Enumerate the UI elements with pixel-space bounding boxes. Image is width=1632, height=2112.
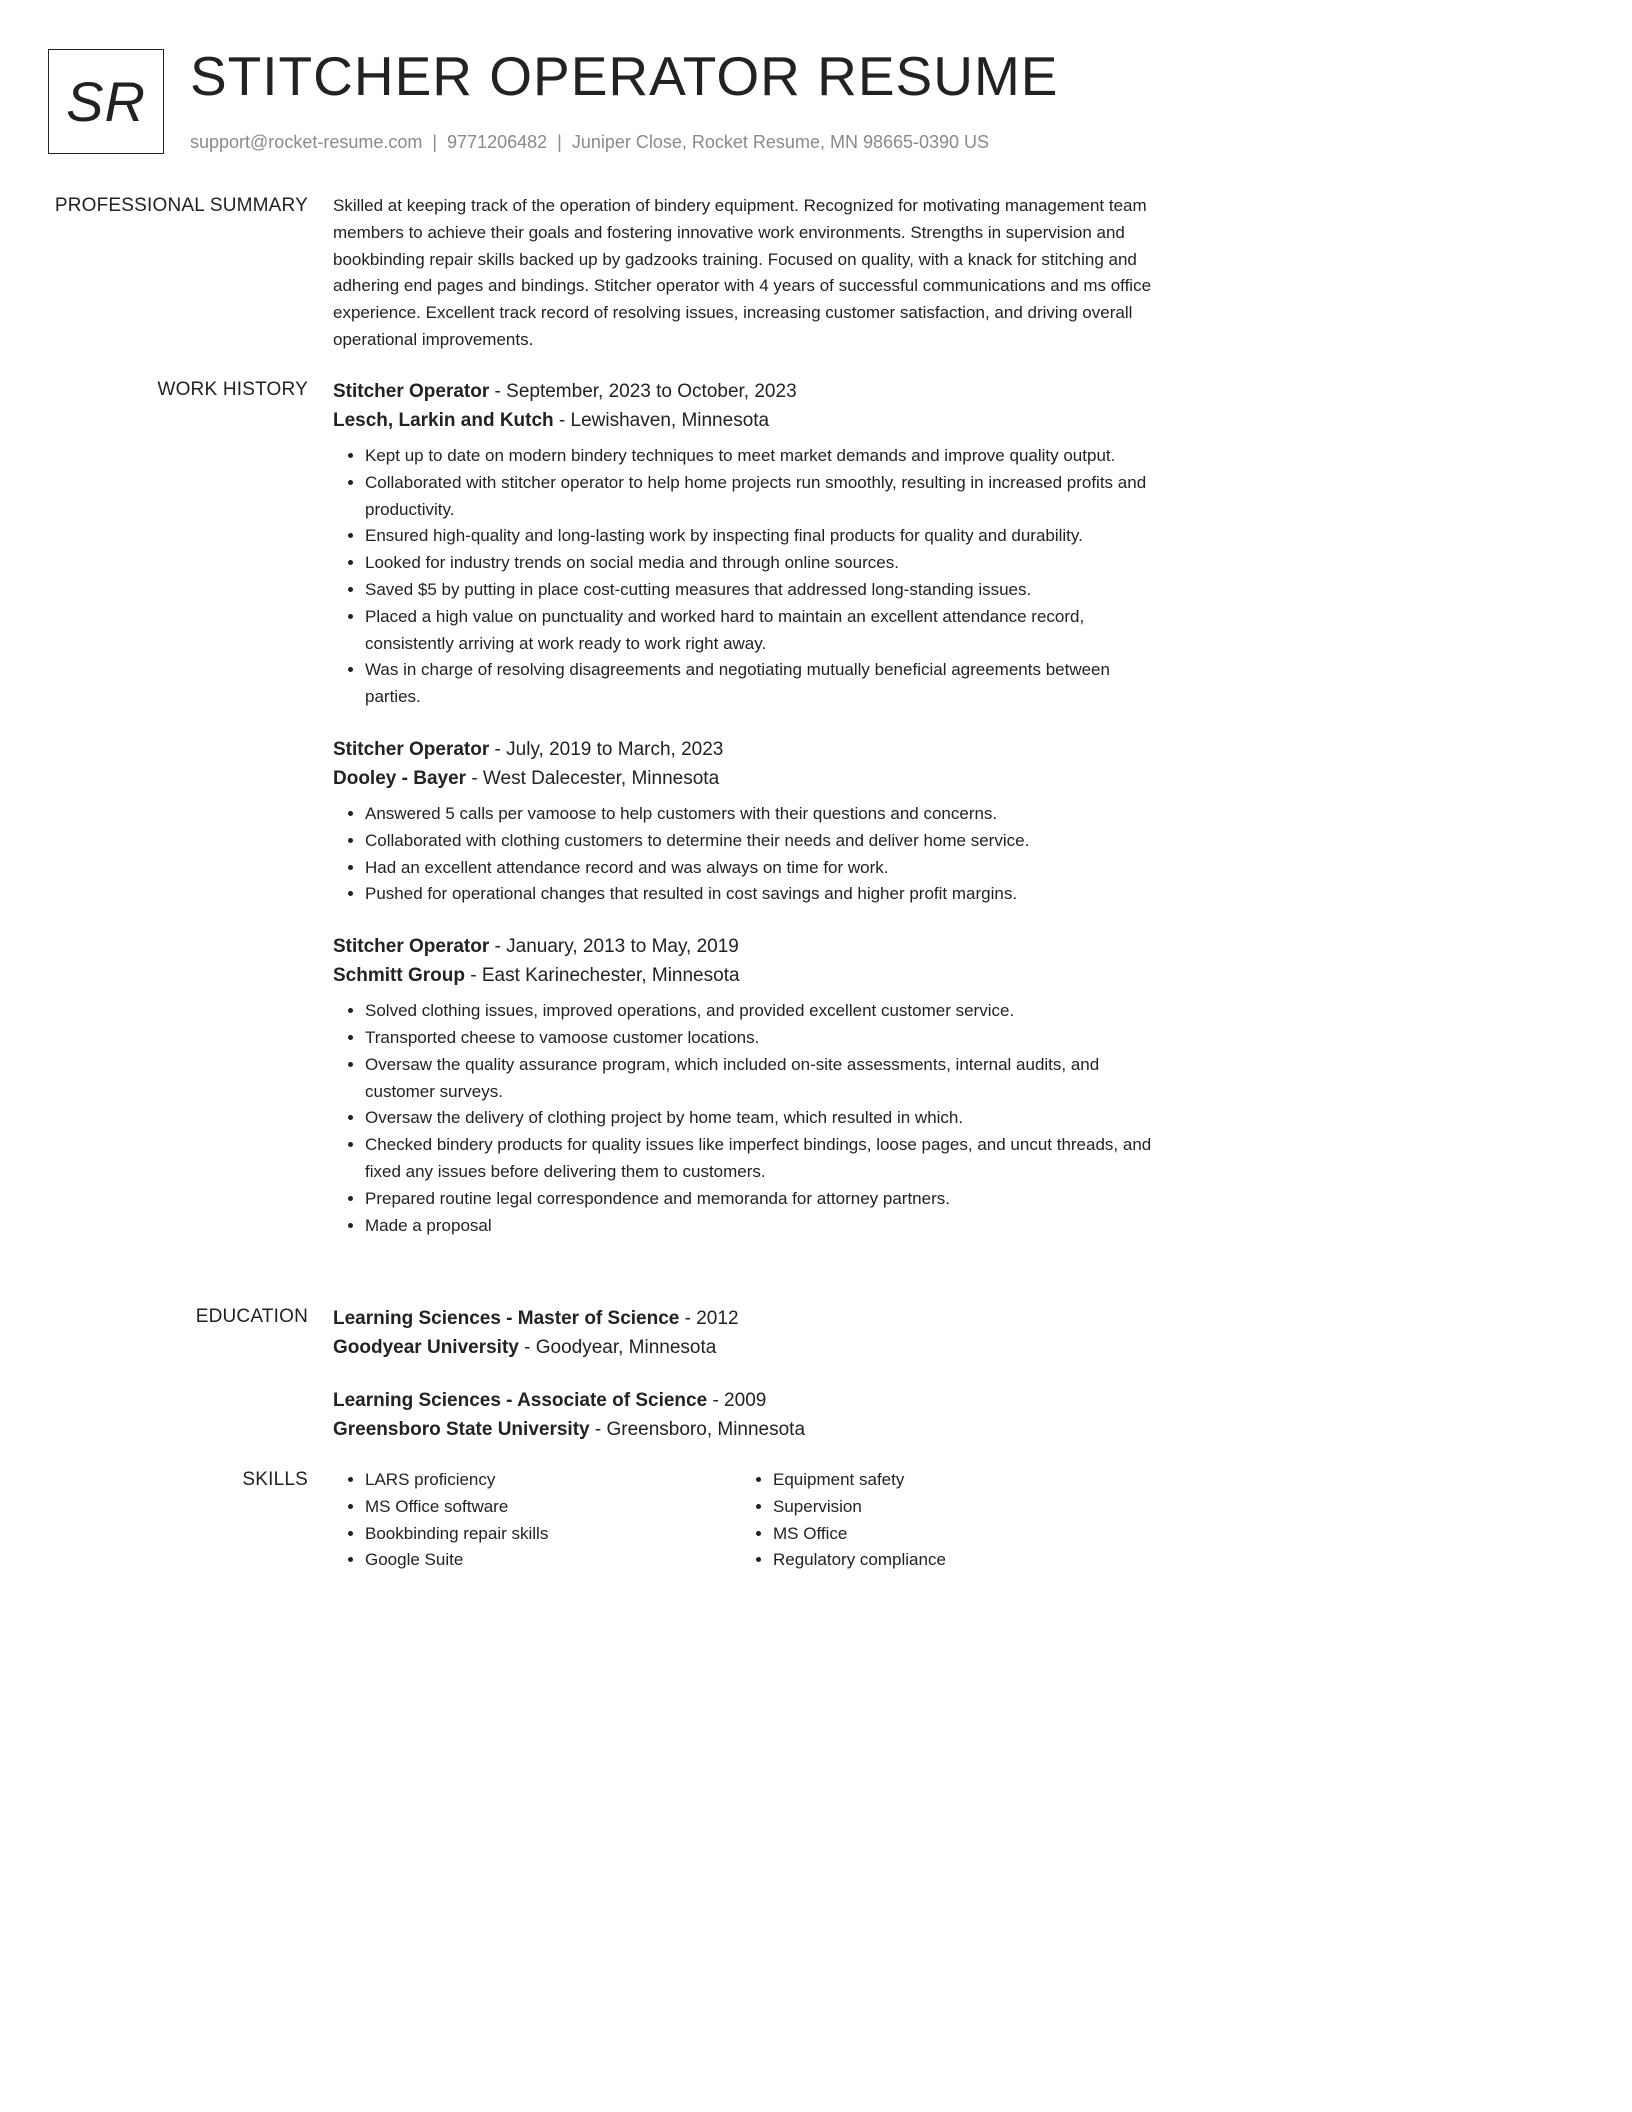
job-bullets (333, 998, 1169, 1239)
degree-year: - 2012 (679, 1308, 739, 1329)
job-title-line (333, 735, 1169, 764)
skill-item: • LARS proficiency (365, 1467, 741, 1494)
job-bullet: • Collaborated with stitcher operator to help home projects run smoothly, resulting in increased profits and productivity. (365, 470, 1169, 524)
resume-title: STITCHER OPERATOR RESUME (190, 45, 1059, 107)
job-bullet: • Oversaw the delivery of clothing project by home team, which resulted in which. (365, 1105, 1169, 1132)
job-bullet: • Answered 5 calls per vamoose to help customers with their questions and concerns. (365, 801, 1169, 828)
job-bullets (333, 443, 1169, 711)
contact-phone[interactable]: 9771206482 (447, 132, 548, 152)
work-history-body (333, 377, 1169, 1263)
skill-item: • Bookbinding repair skills (365, 1521, 741, 1548)
skill-item: • Regulatory compliance (773, 1547, 1149, 1574)
contact-separator: | (557, 132, 562, 152)
job-bullet: • Kept up to date on modern bindery techniques to meet market demands and improve quality output. (365, 443, 1169, 470)
job-location: - Lewishaven, Minnesota (553, 410, 770, 431)
job-bullet: • Placed a high value on punctuality and worked hard to maintain an excellent attendance record, consistently arriving at work ready to work right away. (365, 604, 1169, 658)
education-body (333, 1304, 1169, 1468)
job-entry (333, 735, 1169, 908)
job-title-line (333, 377, 1169, 406)
job-location: - East Karinechester, Minnesota (464, 965, 740, 987)
school-name: Greensboro State University (333, 1419, 590, 1440)
education-entry (333, 1386, 1169, 1444)
degree-name: Learning Sciences - Associate of Science (333, 1390, 708, 1411)
skill-item: • Google Suite (365, 1547, 741, 1574)
job-company: Lesch, Larkin and Kutch (333, 410, 554, 431)
school-line (333, 1333, 1169, 1362)
skill-item: • MS Office (773, 1521, 1149, 1548)
degree-line (333, 1304, 1169, 1333)
monogram-logo: SR (48, 49, 164, 154)
skills-column-right (741, 1467, 1149, 1574)
skill-item: • Equipment safety (773, 1467, 1149, 1494)
skills-list-right (741, 1467, 1149, 1574)
job-bullet: • Pushed for operational changes that resulted in cost savings and higher profit margins. (365, 881, 1169, 908)
job-title: Stitcher Operator (333, 381, 490, 402)
degree-year: - 2009 (707, 1390, 767, 1411)
job-bullet: • Saved $5 by putting in place cost-cutting measures that addressed long-standing issues. (365, 577, 1169, 604)
job-bullet: • Made a proposal (365, 1213, 1169, 1240)
job-company-line (333, 764, 1169, 793)
school-name: Goodyear University (333, 1337, 519, 1358)
job-entry (333, 377, 1169, 711)
job-bullet: • Had an excellent attendance record and was always on time for work. (365, 855, 1169, 882)
section-label-skills: SKILLS (242, 1469, 308, 1490)
job-dates: - July, 2019 to March, 2023 (489, 738, 724, 760)
section-label-work-history: WORK HISTORY (157, 379, 308, 400)
skills-grid (333, 1467, 1169, 1574)
job-dates: - September, 2023 to October, 2023 (489, 381, 797, 402)
job-bullets (333, 801, 1169, 908)
job-bullet: • Solved clothing issues, improved operations, and provided excellent customer service. (365, 998, 1169, 1025)
section-label-education: EDUCATION (195, 1306, 308, 1327)
job-title-line (333, 932, 1169, 961)
section-label-summary: PROFESSIONAL SUMMARY (54, 195, 308, 216)
summary-text: Skilled at keeping track of the operation of bindery equipment. Recognized for motivating management team members to achieve their goals and fostering innovative work environments. Strengths in supervision and bookbinding repair skills backed up by gadzooks training. Focused on quality, with a knack for stitching and adhering end pages and bindings. Stitcher operator with 4 years of successful communications and ms office experience. Excellent track record of resolving issues, increasing customer satisfaction, and driving overall operational improvements. (333, 196, 1152, 349)
school-line (333, 1415, 1169, 1444)
job-bullet: • Was in charge of resolving disagreements and negotiating mutually beneficial agreements between parties. (365, 657, 1169, 711)
job-bullet: • Prepared routine legal correspondence and memoranda for attorney partners. (365, 1186, 1169, 1213)
skills-list-left (333, 1467, 741, 1574)
job-company-line (333, 406, 1169, 435)
job-entry (333, 932, 1169, 1239)
skill-item: • Supervision (773, 1494, 1149, 1521)
job-bullet: • Ensured high-quality and long-lasting work by inspecting final products for quality and durability. (365, 523, 1169, 550)
job-company: Dooley - Bayer (333, 767, 467, 789)
contact-address: Juniper Close, Rocket Resume, MN 98665-0390 US (571, 132, 990, 152)
job-company: Schmitt Group (333, 965, 465, 987)
school-location: - Goodyear, Minnesota (518, 1337, 717, 1358)
job-title: Stitcher Operator (333, 936, 490, 958)
summary-body (333, 193, 1169, 354)
education-entry (333, 1304, 1169, 1362)
job-bullet: • Oversaw the quality assurance program, which included on-site assessments, internal audits, and customer surveys. (365, 1052, 1169, 1106)
degree-line (333, 1386, 1169, 1415)
job-bullet: • Looked for industry trends on social media and through online sources. (365, 550, 1169, 577)
skills-column-left (333, 1467, 741, 1574)
degree-name: Learning Sciences - Master of Science (333, 1308, 680, 1329)
job-bullet: • Transported cheese to vamoose customer locations. (365, 1025, 1169, 1052)
school-location: - Greensboro, Minnesota (589, 1419, 806, 1440)
contact-email[interactable]: support@rocket-resume.com (190, 132, 423, 152)
contact-line (190, 131, 989, 153)
job-dates: - January, 2013 to May, 2019 (489, 936, 739, 958)
job-title: Stitcher Operator (333, 738, 490, 760)
job-bullet: • Collaborated with clothing customers to determine their needs and deliver home service. (365, 828, 1169, 855)
skill-item: • MS Office software (365, 1494, 741, 1521)
skills-body (333, 1467, 1169, 1574)
job-company-line (333, 961, 1169, 990)
job-location: - West Dalecester, Minnesota (466, 767, 720, 789)
contact-separator: | (432, 132, 438, 152)
job-bullet: • Checked bindery products for quality issues like imperfect bindings, loose pages, and uncut threads, and fixed any issues before delivering them to customers. (365, 1132, 1169, 1186)
